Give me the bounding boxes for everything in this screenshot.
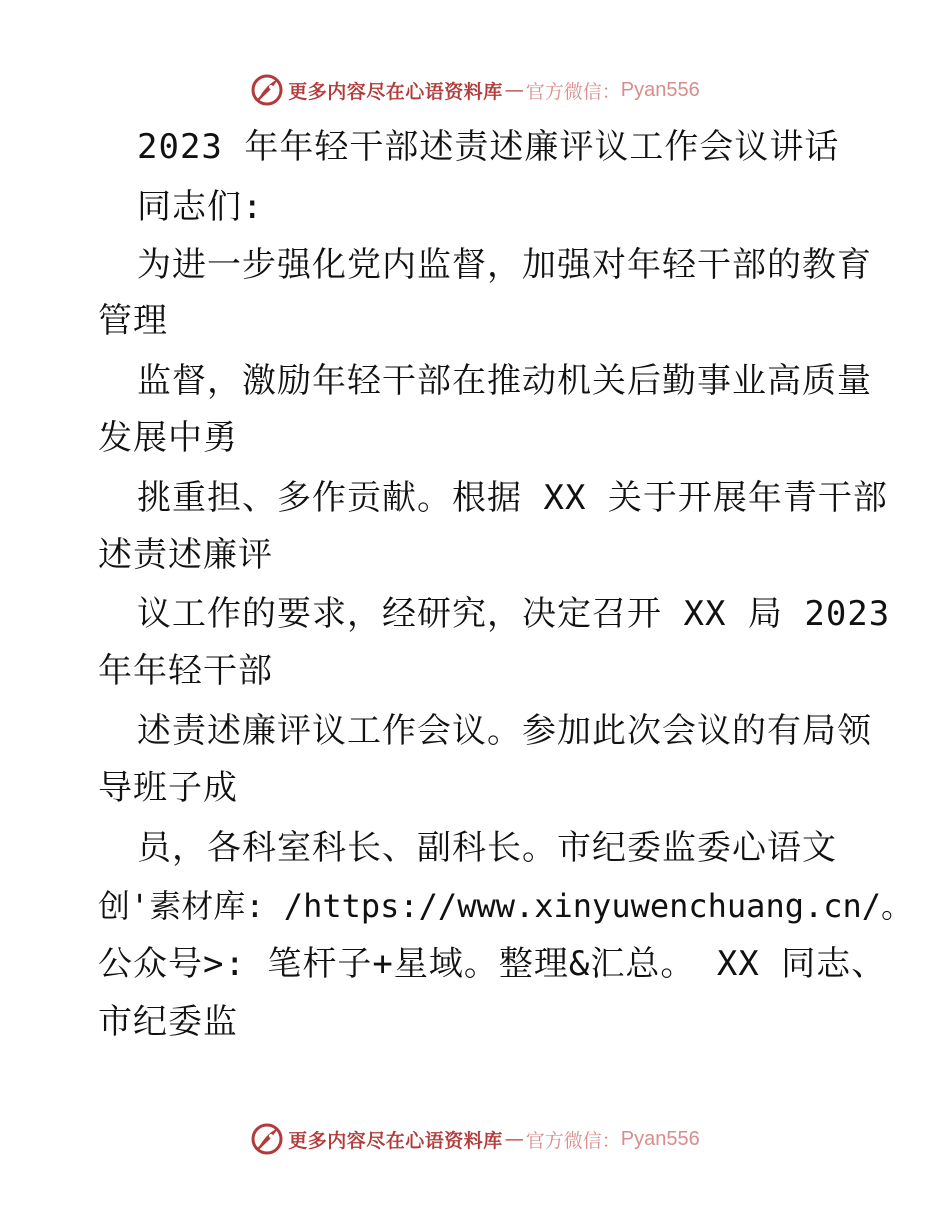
- watermark-text: 更多内容尽在心语资料库: [288, 80, 503, 103]
- watermark-dash: —: [504, 79, 524, 101]
- paragraph-line: 导班子成: [98, 768, 238, 808]
- paragraph-line: 发展中勇: [98, 418, 238, 458]
- watermark-wechat-label: 官方微信：: [525, 1129, 621, 1152]
- paragraph-line: 创'素材库: /https://www.xinyuwenchuang.cn/。: [98, 887, 914, 925]
- watermark-wechat-id: Pyan556: [620, 1127, 700, 1150]
- feather-pen-logo-icon: [250, 1122, 284, 1156]
- paragraph-line: 挑重担、多作贡献。根据 XX 关于开展年青干部: [137, 478, 888, 518]
- watermark-wechat-id: Pyan556: [620, 78, 700, 101]
- paragraph-line: 监督，激励年轻干部在推动机关后勤事业高质量: [137, 361, 872, 401]
- paragraph-line: 员，各科室科长、副科长。市纪委监委心语文: [137, 828, 837, 868]
- footer-watermark: [0, 1119, 950, 1159]
- paragraph-line: 述责述廉评议工作会议。参加此次会议的有局领: [137, 711, 872, 751]
- document-title: 2023 年年轻干部述责述廉评议工作会议讲话: [137, 127, 840, 167]
- salutation-line: 同志们:: [137, 187, 264, 227]
- paragraph-line: 公众号>: 笔杆子+星域。整理&汇总。 XX 同志、: [98, 944, 887, 984]
- paragraph-line: 管理: [98, 301, 168, 341]
- paragraph-line: 述责述廉评: [98, 535, 273, 575]
- watermark-wechat-label: 官方微信：: [525, 80, 621, 103]
- paragraph-line: 年年轻干部: [98, 651, 273, 691]
- paragraph-line: 市纪委监: [98, 1002, 238, 1042]
- paragraph-line: 议工作的要求，经研究，决定召开 XX 局 2023: [137, 594, 891, 634]
- watermark-text: 更多内容尽在心语资料库: [288, 1129, 503, 1152]
- watermark-dash: —: [504, 1128, 524, 1150]
- paragraph-line: 为进一步强化党内监督，加强对年轻干部的教育: [137, 245, 872, 285]
